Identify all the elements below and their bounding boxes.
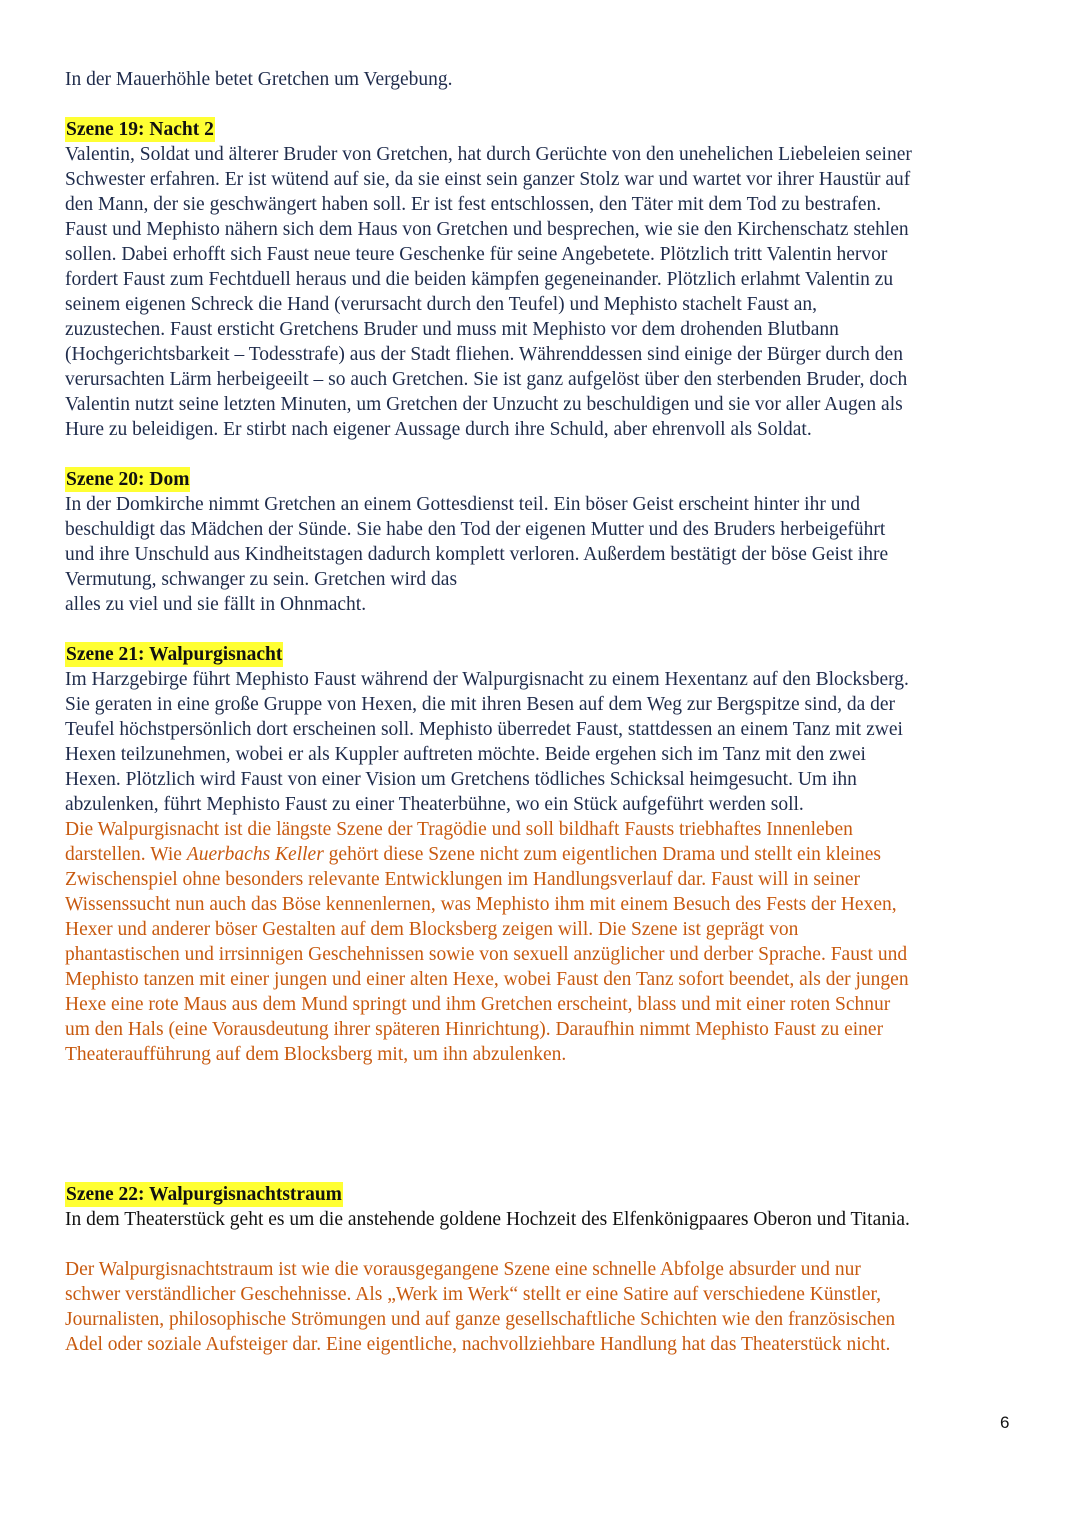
- scene-22-section: [65, 1182, 1025, 1232]
- intro-paragraph: [65, 67, 1025, 92]
- text-line: Mephisto tanzen mit einer jungen und einer alten Hexe, wobei Faust den Tanz sofort beendet, als der jungen: [65, 969, 909, 990]
- scene-21-commentary: [65, 817, 1025, 1067]
- text-line: Valentin, Soldat und älterer Bruder von Gretchen, hat durch Gerüchte von den unehelichen Liebeleien seiner: [65, 144, 912, 165]
- text-line: In der Mauerhöhle betet Gretchen um Vergebung.: [65, 69, 453, 90]
- text-line: In der Domkirche nimmt Gretchen an einem Gottesdienst teil. Ein böser Geist erscheint hinter ihr und: [65, 494, 860, 515]
- text-line: Hexen teilzunehmen, wobei er als Kuppler auftreten möchte. Beide ergehen sich im Tanz mit den zwei: [65, 744, 866, 765]
- scene-19-section: [65, 117, 1025, 442]
- text-line: Journalisten, philosophische Strömungen und auf ganze gesellschaftliche Schichten wie den französischen: [65, 1309, 896, 1330]
- text-line: sollen. Dabei erhofft sich Faust neue teure Geschenke für seine Angebetete. Plötzlich tritt Valentin hervor: [65, 244, 888, 265]
- scene-20-section: [65, 467, 1025, 617]
- text-line: Wissenssucht nun auch das Böse kennenlernen, was Mephisto ihm mit einem Besuch des Fests der Hexen,: [65, 894, 897, 915]
- text-line: Theateraufführung auf dem Blocksberg mit, um ihn abzulenken.: [65, 1044, 567, 1065]
- text-line: Faust und Mephisto nähern sich dem Haus von Gretchen und besprechen, wie sie den Kirchenschatz stehlen: [65, 219, 909, 240]
- text-line: [65, 842, 1025, 867]
- scene-21-section: [65, 642, 1025, 1067]
- page-number: 6: [1000, 1413, 1010, 1432]
- text-line: Vermutung, schwanger zu sein. Gretchen wird das: [65, 569, 458, 590]
- text-line: Hexen. Plötzlich wird Faust von einer Vision um Gretchens tödliches Schicksal heimgesucht. Um ihn: [65, 769, 857, 790]
- text-line: Der Walpurgisnachtstraum ist wie die vorausgegangene Szene eine schnelle Abfolge absurder und nur: [65, 1259, 861, 1280]
- text-line: verursachten Lärm herbeigeeilt – so auch Gretchen. Sie ist ganz aufgelöst über den sterbenden Bruder, doch: [65, 369, 908, 390]
- text-line: In dem Theaterstück geht es um die anstehende goldene Hochzeit des Elfenkönigpaares Oberon und Titania.: [65, 1209, 910, 1230]
- text-line: Teufel höchstpersönlich dort erscheinen soll. Mephisto überredet Faust, stattdessen an einem Tanz mit zwei: [65, 719, 903, 740]
- scene-21-heading: Szene 21: Walpurgisnacht: [66, 644, 283, 665]
- text-line: Im Harzgebirge führt Mephisto Faust während der Walpurgisnacht zu einem Hexentanz auf den Blocksberg.: [65, 669, 909, 690]
- text-line: beschuldigt das Mädchen der Sünde. Sie habe den Tod der eigenen Mutter und des Bruders herbeigeführt: [65, 519, 886, 540]
- scene-19-body: [65, 142, 1025, 442]
- text-line: fordert Faust zum Fechtduell heraus und die beiden kämpfen gegeneinander. Plötzlich erlahmt Valentin zu: [65, 269, 894, 290]
- text-line: Adel oder soziale Aufsteiger dar. Eine eigentliche, nachvollziehbare Handlung hat das Theaterstück nicht.: [65, 1334, 891, 1355]
- scene-20-heading: Szene 20: Dom: [66, 469, 190, 490]
- text-line: Sie geraten in eine große Gruppe von Hexen, die mit ihren Besen auf dem Weg zur Bergspitze sind, da der: [65, 694, 895, 715]
- text-segment: gehört diese Szene nicht zum eigentlichen Drama und stellt ein kleines: [323, 844, 881, 865]
- text-line: zuzustechen. Faust ersticht Gretchens Bruder und muss mit Mephisto vor dem drohenden Blutbann: [65, 319, 839, 340]
- text-line: den Mann, der sie geschwängert haben soll. Er ist fest entschlossen, den Täter mit dem Tod zu bestrafen.: [65, 194, 882, 215]
- text-line: alles zu viel und sie fällt in Ohnmacht.: [65, 594, 367, 615]
- text-line: Valentin nutzt seine letzten Minuten, um Gretchen der Unzucht zu beschuldigen und sie vor aller Augen als: [65, 394, 903, 415]
- text-line: Die Walpurgisnacht ist die längste Szene der Tragödie und soll bildhaft Fausts triebhaftes Innenleben: [65, 819, 853, 840]
- text-line: Hure zu beleidigen. Er stirbt nach eigener Aussage durch ihre Schuld, aber ehrenvoll als Soldat.: [65, 419, 812, 440]
- scene-20-body: [65, 492, 1025, 617]
- text-line: und ihre Unschuld aus Kindheitstagen dadurch komplett verloren. Außerdem bestätigt der böse Geist ihre: [65, 544, 889, 565]
- text-line: schwer verständlicher Geschehnisse. Als „Werk im Werk“ stellt er eine Satire auf verschiedene Künstler,: [65, 1284, 882, 1305]
- italic-title: Auerbachs Keller: [186, 844, 324, 865]
- scene-22-commentary: [65, 1257, 1025, 1357]
- text-line: phantastischen und irrsinnigen Geschehnissen sowie von sexuell anzüglicher und derber Sprache. Faust und: [65, 944, 908, 965]
- scene-21-body: [65, 667, 1025, 817]
- text-line: abzulenken, führt Mephisto Faust zu einer Theaterbühne, wo ein Stück aufgeführt werden soll.: [65, 794, 804, 815]
- text-line: Hexer und anderer böser Gestalten auf dem Blocksberg zeigen will. Die Szene ist geprägt von: [65, 919, 799, 940]
- text-line: Hexe eine rote Maus aus dem Mund springt und ihm Gretchen erscheint, blass und mit einer roten Schnur: [65, 994, 891, 1015]
- text-line: um den Hals (eine Vorausdeutung ihrer späteren Hinrichtung). Daraufhin nimmt Mephisto Faust zu einer: [65, 1019, 884, 1040]
- text-line: seinem eigenen Schreck die Hand (verursacht durch den Teufel) und Mephisto stachelt Faust an,: [65, 294, 818, 315]
- scene-19-heading: Szene 19: Nacht 2: [66, 119, 214, 140]
- scene-22-heading: Szene 22: Walpurgisnachtstraum: [66, 1184, 342, 1205]
- text-line: Zwischenspiel ohne besonders relevante Entwicklungen im Handlungsverlauf dar. Faust will in seiner: [65, 869, 860, 890]
- text-line: Schwester erfahren. Er ist wütend auf sie, da sie einst sein ganzer Stolz war und wartet vor ihrer Haustür auf: [65, 169, 911, 190]
- scene-22-body: [65, 1207, 1025, 1232]
- text-line: (Hochgerichtsbarkeit – Todesstrafe) aus der Stadt fliehen. Währenddessen sind einige der Bürger durch den: [65, 344, 903, 365]
- text-segment: darstellen. Wie: [65, 844, 187, 865]
